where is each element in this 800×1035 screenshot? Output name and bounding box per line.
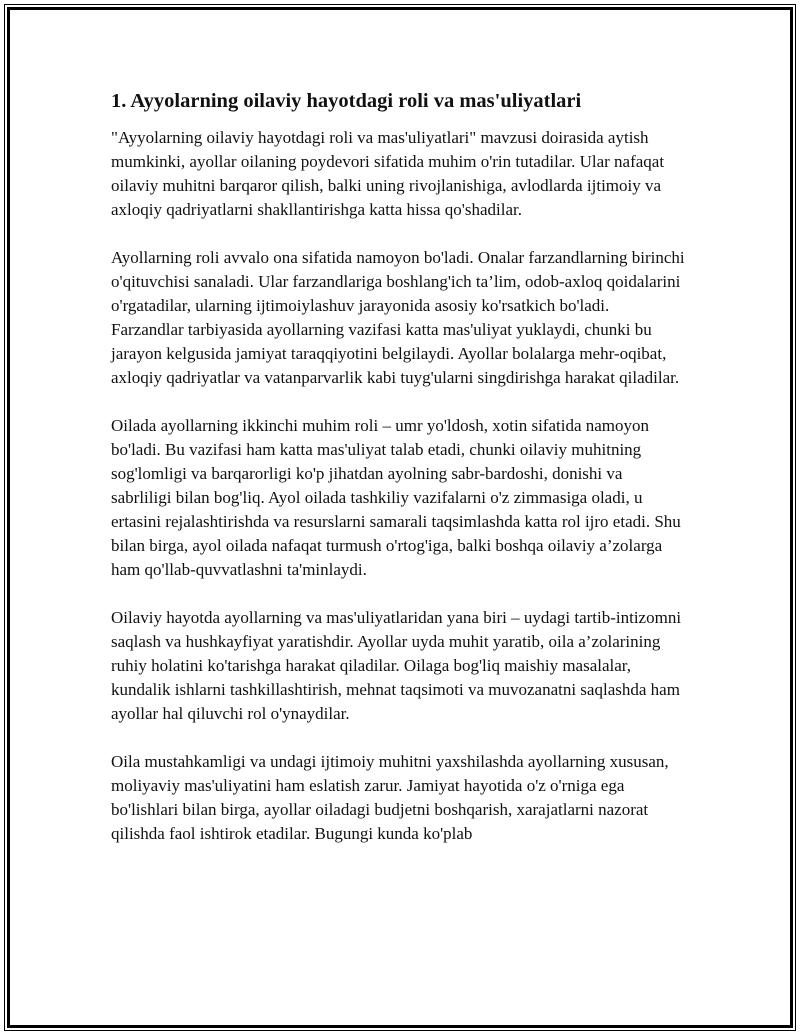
- paragraph-4: Oilaviy hayotda ayollarning va mas'uliyatlaridan yana biri – uydagi tartib-intizomni saqlash va hushkayfiyat yaratishdir. Ayollar uyda muhit yaratib, oila a’zolarining ruhiy holatini ko'tarishga harakat qiladilar. Oilaga bog'liq maishiy masalalar, kundalik ishlarni tashkillashtirish, mehnat taqsimoti va muvozanatni saqlashda ham ayollar hal qiluvchi rol o'ynaydilar.: [111, 608, 682, 723]
- paragraph-2: Ayollarning roli avvalo ona sifatida namoyon bo'ladi. Onalar farzandlarning birinchi o'qituvchisi sanaladi. Ular farzandlariga boshlang'ich ta’lim, odob-axloq qoidalarini o'rgatadilar, ularning ijtimoiylashuv jarayonida asosiy ko'rsatkich bo'ladi. Farzandlar tarbiyasida ayollarning vazifasi katta mas'uliyat yuklaydi, chunki bu jarayon kelgusida jamiyat taraqqiyotini belgilaydi. Ayollar bolalarga mehr-oqibat, axloqiy qadriyatlar va vatanparvarlik kabi tuyg'ularni singdirishga harakat qiladilar.: [111, 248, 685, 387]
- paragraph-3: Oilada ayollarning ikkinchi muhim roli – umr yo'ldosh, xotin sifatida namoyon bo'ladi. Bu vazifasi ham katta mas'uliyat talab etadi, chunki oilaviy muhitning sog'lomligi va barqarorligi ko'p jihatdan ayolning sabr-bardoshi, donishi va sabrliligi bilan bog'liq. Ayol oilada tashkiliy vazifalarni o'z zimmasiga oladi, u ertasini rejalashtirishda va resurslarni samarali taqsimlashda katta rol ijro etadi. Shu bilan birga, ayol oilada nafaqat turmush o'rtog'iga, balki boshqa oilaviy a’zolarga ham qo'llab-quvvatlashni ta'minlaydi.: [111, 416, 681, 579]
- paragraph-5: Oila mustahkamligi va undagi ijtimoiy muhitni yaxshilashda ayollarning xususan, moliyaviy mas'uliyatini ham eslatish zarur. Jamiyat hayotida o'z o'rniga ega bo'lishlari bilan birga, ayollar oiladagi budjetni boshqarish, xarajatlarni nazorat qilishda faol ishtirok etadilar. Bugungi kunda ko'plab: [111, 752, 669, 843]
- paragraph-1: "Ayyolarning oilaviy hayotdagi roli va mas'uliyatlari" mavzusi doirasida aytish mumkinki, ayollar oilaning poydevori sifatida muhim o'rin tutadilar. Ular nafaqat oilaviy muhitni barqaror qilish, balki uning rivojlanishiga, avlodlarda ijtimoiy va axloqiy qadriyatlarni shakllantirishga katta hissa qo'shadilar.: [111, 128, 665, 219]
- document-body: [111, 88, 686, 870]
- section-heading: 1. Ayyolarning oilaviy hayotdagi roli va mas'uliyatlari: [111, 90, 582, 112]
